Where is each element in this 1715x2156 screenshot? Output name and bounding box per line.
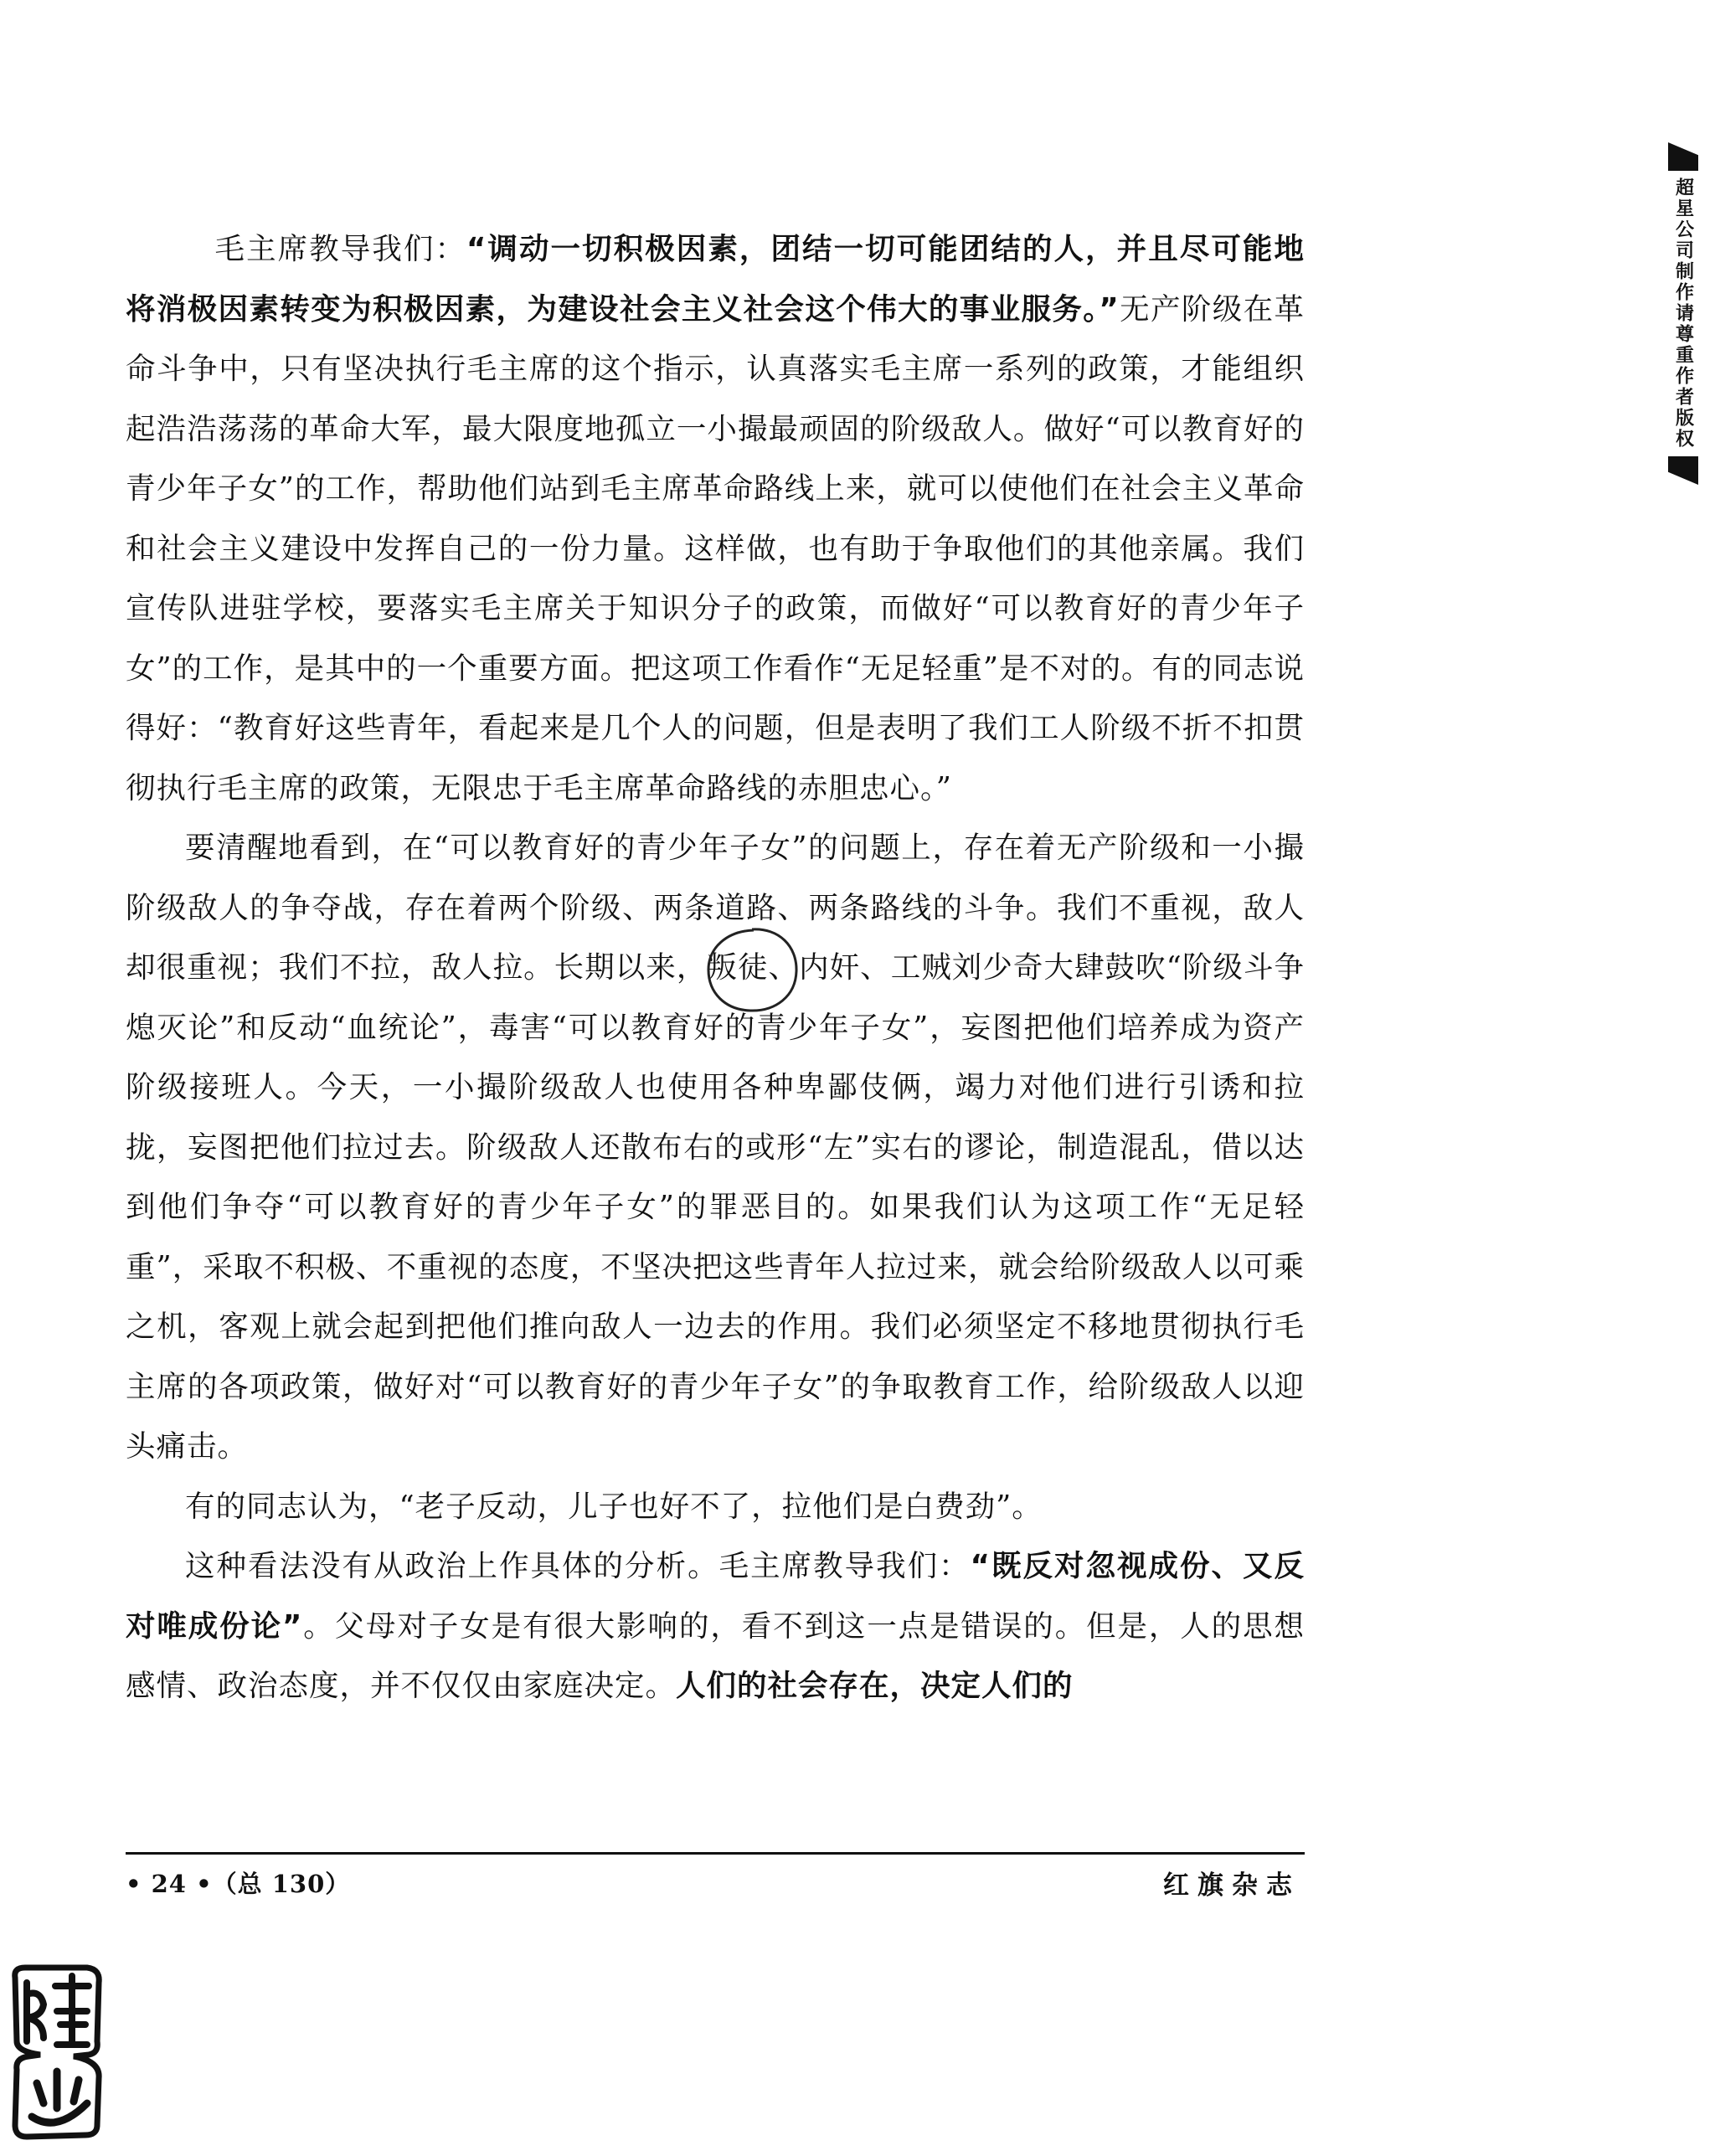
copyright-strip xyxy=(1666,142,1700,485)
body-text: 毛主席教导我们： xyxy=(214,232,467,266)
strip-bar-top xyxy=(1668,142,1698,171)
bold-quote: “既反对忽视成份、又反对唯成份论” xyxy=(126,1549,1305,1644)
bold-quote: “调动一切积极因素，团结一切可能团结的人，并且尽可能地将消极因素转变为积极因素，为建设社会主义社会这个伟大的事业服务。” xyxy=(126,232,1305,327)
hand-drawn-circle-mark xyxy=(702,924,802,1016)
journal-name: 红旗杂志 xyxy=(1163,1870,1300,1901)
body-text: 。父母对子女是有很大影响的，看不到这一点是错误的。但是，人的思想感情、政治态度，并不仅仅由家庭决定。 xyxy=(126,1608,1305,1703)
seal-stamp xyxy=(7,1961,107,2141)
page-number: • 24 •（总 130） xyxy=(126,1870,351,1898)
paragraph-4 xyxy=(126,1536,1305,1716)
body-text: 这种看法没有从政治上作具体的分析。毛主席教导我们： xyxy=(185,1549,971,1583)
footer-rule xyxy=(126,1852,1305,1855)
bold-quote: 人们的社会存在，决定人们的 xyxy=(676,1669,1074,1703)
body-text: 有的同志认为，“老子反动，儿子也好不了，拉他们是白费劲”。 xyxy=(185,1489,1043,1524)
body-text: 无产阶级在革命斗争中，只有坚决执行毛主席的这个指示，认真落实毛主席一系列的政策，才能组织起浩浩荡荡的革命大军，最大限度地孤立一小撮最顽固的阶级敌人。做好“可以教育好的青少年子女”的工作，帮助他们站到毛主席革命路线上来，就可以使他们在社会主义革命和社会主义建设中发挥自己的一份力量。这样做，也有助于争取他们的其他亲属。我们宣传队进驻学校，要落实毛主席关于知识分子的政策，而做好“可以教育好的青少年子女”的工作，是其中的一个重要方面。把这项工作看作“无足轻重”是不对的。有的同志说得好：“教育好这些青年，看起来是几个人的问题，但是表明了我们工人阶级不折不扣贯彻执行毛主席的政策，无限忠于毛主席革命路线的赤胆忠心。” xyxy=(126,291,1305,805)
paragraph-3 xyxy=(126,1477,1305,1537)
strip-bar-bottom xyxy=(1668,456,1698,485)
copyright-note: 超星公司制作请尊重作者版权 xyxy=(1672,178,1694,450)
paragraph-1 xyxy=(126,219,1305,818)
paragraph-2 xyxy=(126,818,1305,1477)
body-text: 要清醒地看到，在“可以教育好的青少年子女”的问题上，存在着无产阶级和一小撮阶级敌人的争夺战，存在着两个阶级、两条道路、两条路线的斗争。我们不重视，敌人却很重视；我们不拉，敌人拉。长期以来，叛徒、内奸、工贼刘少奇大肆鼓吹“阶级斗争熄灭论”和反动“血统论”，毒害“可以教育好的青少年子女”，妄图把他们培养成为资产阶级接班人。今天，一小撮阶级敌人也使用各种卑鄙伎俩，竭力对他们进行引诱和拉拢，妄图把他们拉过去。阶级敌人还散布右的或形“左”实右的谬论，制造混乱，借以达到他们争夺“可以教育好的青少年子女”的罪恶目的。如果我们认为这项工作“无足轻重”，采取不积极、不重视的态度，不坚决把这些青年人拉过来，就会给阶级敌人以可乘之机，客观上就会起到把他们推向敌人一边去的作用。我们必须坚定不移地贯彻执行毛主席的各项政策，做好对“可以教育好的青少年子女”的争取教育工作，给阶级敌人以迎头痛击。 xyxy=(126,831,1305,1464)
